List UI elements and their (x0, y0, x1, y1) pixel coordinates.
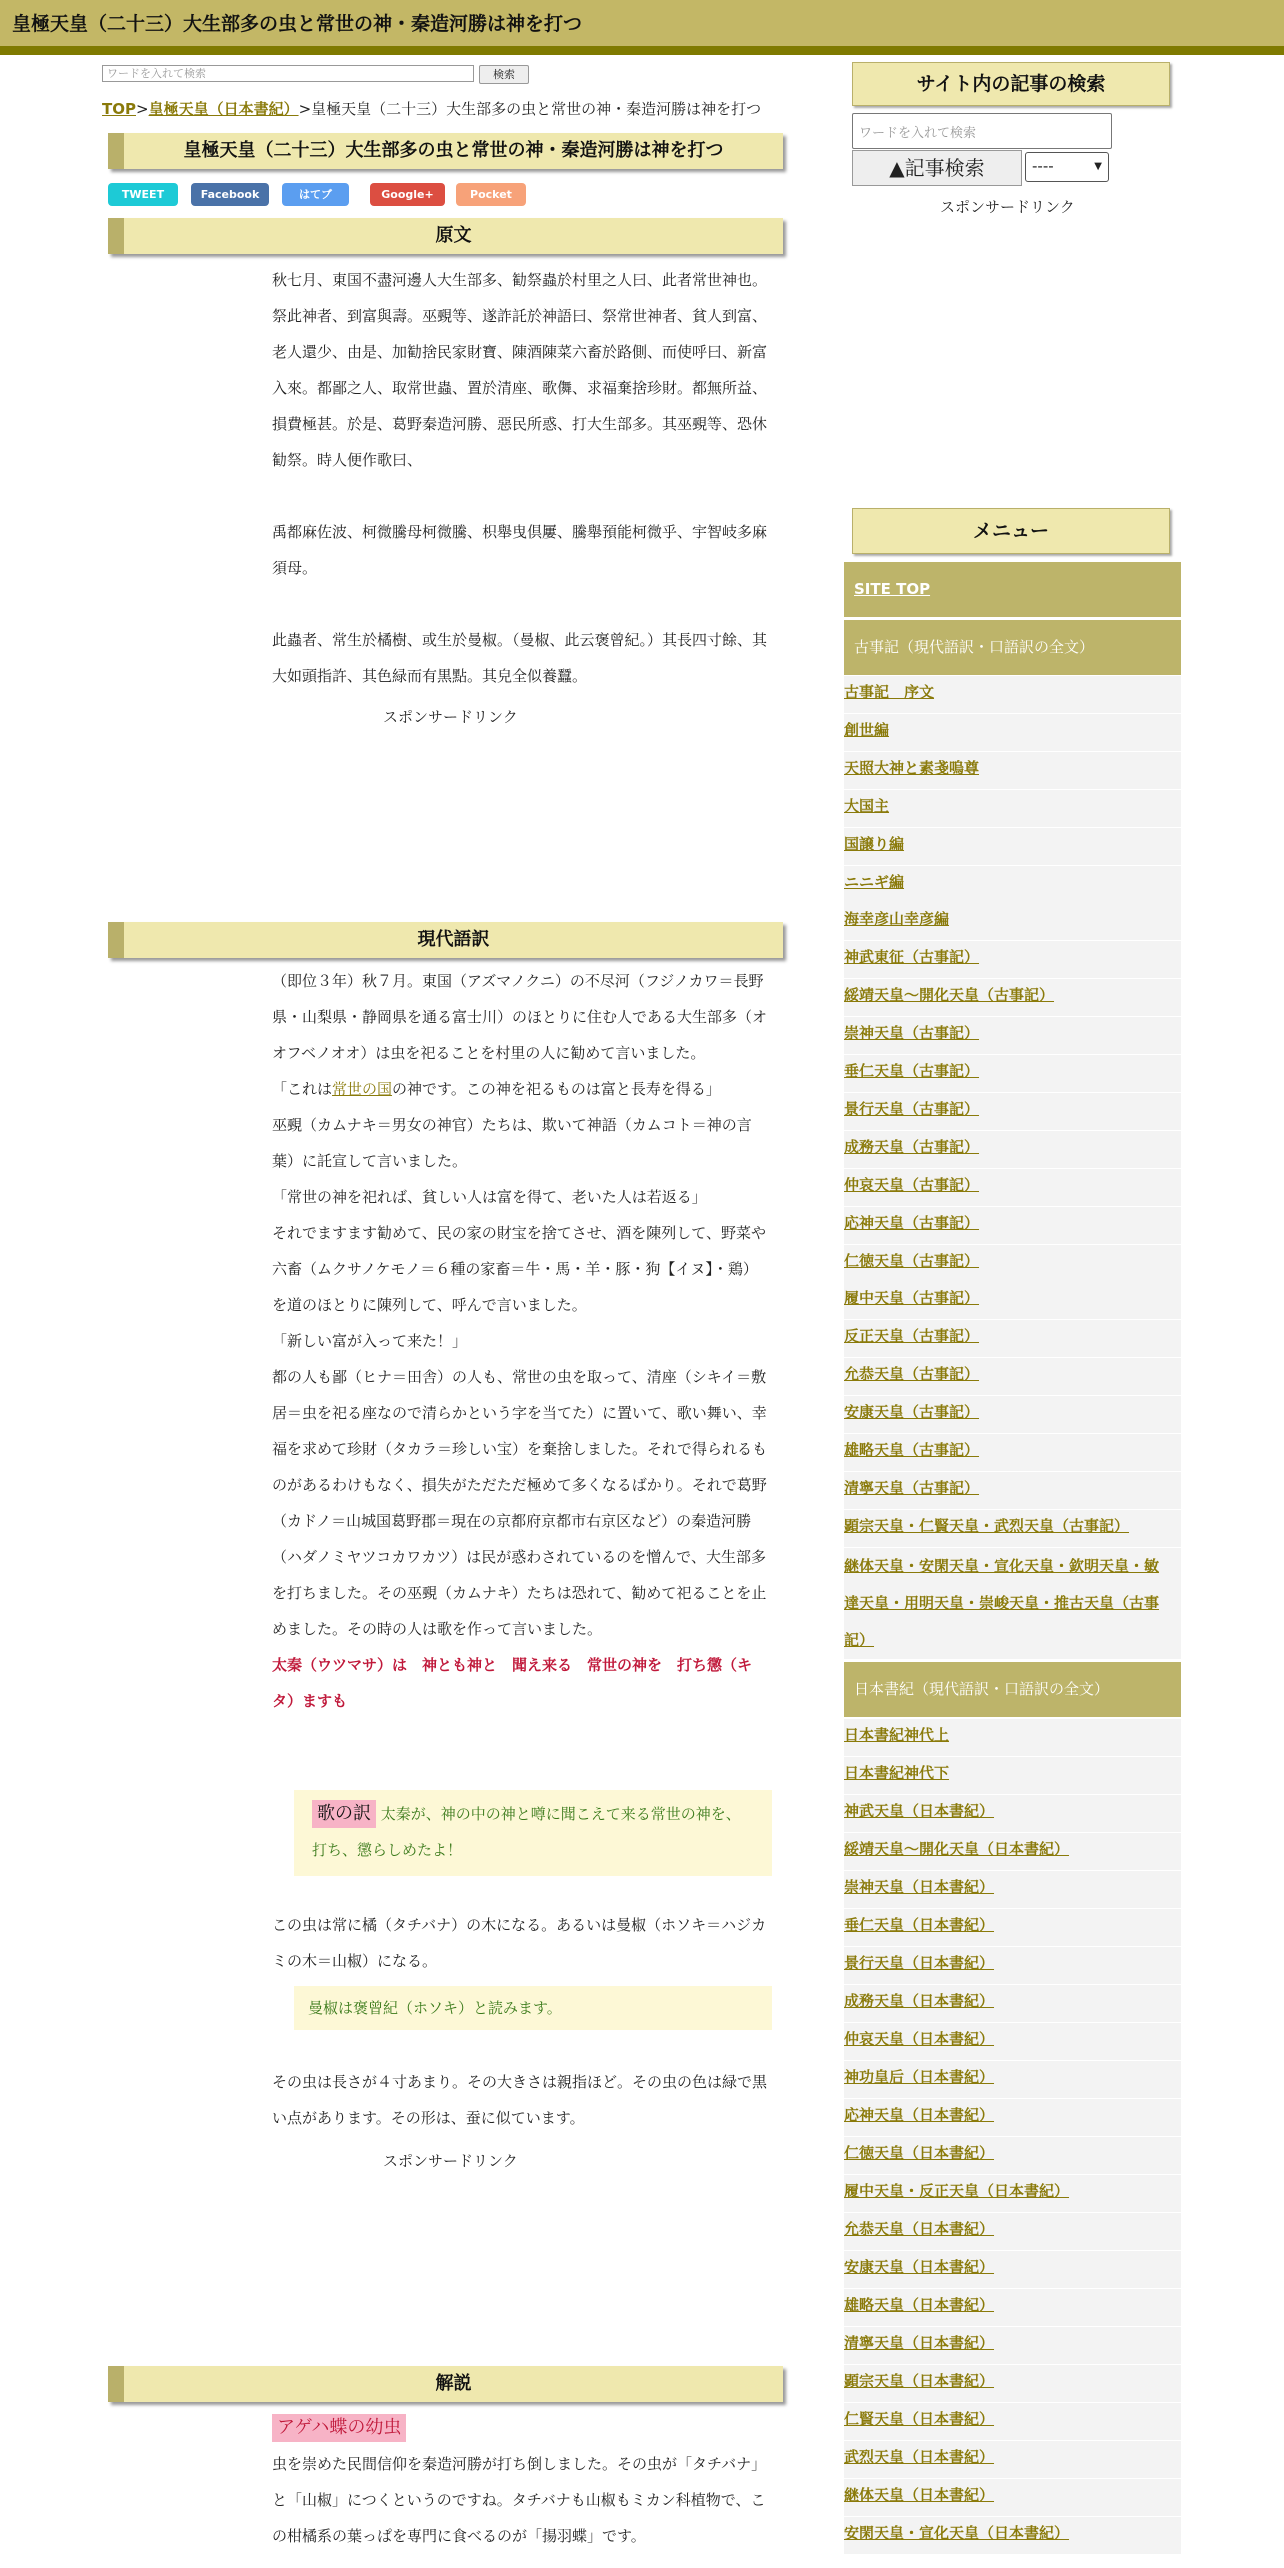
menu-item-link[interactable]: 崇神天皇（古事記） (844, 1024, 980, 1042)
share-button[interactable]: Google+ (370, 183, 445, 206)
menu-item-link[interactable]: 仁徳天皇（古事記） (844, 1252, 980, 1270)
menu-item-link[interactable]: 日本書紀神代上 (844, 1726, 950, 1744)
original-paragraph: 此蟲者、常生於橘樹、或生於曼椒。（曼椒、此云褒曾紀。）其長四寸餘、其大如頭指許、其色緑而有黒點。其皃全似養蠶。 (272, 631, 768, 685)
section-heading-original: 原文 (108, 218, 783, 254)
commentary-badge: アゲハ蝶の幼虫 (272, 2414, 406, 2442)
menu-item-link[interactable]: 履中天皇（古事記） (844, 1289, 980, 1307)
menu-item-link[interactable]: 成務天皇（古事記） (844, 1138, 980, 1156)
menu-item[interactable] (844, 2137, 1181, 2175)
menu-nihonshoki-header[interactable]: 日本書紀（現代語訳・口語訳の全文） (844, 1662, 1181, 1717)
poem-translation-text: 太秦が、神の中の神と噂に聞こえて来る常世の神を、打ち、懲らしめたよ！ (312, 1805, 741, 1859)
menu-item-link[interactable]: 仁徳天皇（日本書紀） (844, 2144, 995, 2162)
menu-item-link[interactable]: 海幸彦山幸彦編 (844, 910, 950, 928)
modern-text-span: の神です。この神を祀るものは富と長寿を得る」 (392, 1080, 721, 1098)
menu-item-link[interactable]: 綏靖天皇～開化天皇（日本書紀） (844, 1840, 1070, 1858)
sidebar-search-input[interactable]: ワードを入れて検索 (852, 113, 1112, 149)
share-button[interactable]: TWEET (108, 183, 178, 206)
menu-item-label: 達天皇・用明天皇・崇峻天皇・推古天皇（古事 (844, 1594, 1160, 1612)
menu-item[interactable] (844, 903, 1181, 941)
menu-item[interactable] (844, 2327, 1181, 2365)
menu-item[interactable] (844, 866, 1181, 904)
menu-item[interactable] (844, 1985, 1181, 2023)
menu-item[interactable] (844, 979, 1181, 1017)
menu-item[interactable] (844, 1396, 1181, 1434)
breadcrumb-current: 皇極天皇（二十三）大生部多の虫と常世の神・秦造河勝は神を打つ (311, 100, 762, 118)
menu-item[interactable] (844, 1909, 1181, 1947)
menu-item-link[interactable]: 景行天皇（古事記） (844, 1100, 980, 1118)
menu-item[interactable] (844, 1434, 1181, 1472)
menu-item-link[interactable]: 雄略天皇（日本書紀） (844, 2296, 995, 2314)
original-paragraph: 禹都麻佐波、柯微騰母柯微騰、枳舉曳倶屢、騰舉預能柯微乎、宇智岐多麻須母。 (272, 523, 768, 577)
breadcrumb-parent-link[interactable]: 皇極天皇（日本書紀） (148, 100, 299, 118)
menu-item-link[interactable]: 応神天皇（古事記） (844, 1214, 980, 1232)
menu-item-link[interactable]: 反正天皇（古事記） (844, 1327, 980, 1345)
menu-item[interactable] (844, 752, 1181, 790)
menu-item-link[interactable]: 允恭天皇（古事記） (844, 1365, 980, 1383)
menu-item-link[interactable]: 神武天皇（日本書紀） (844, 1802, 995, 1820)
menu-item[interactable] (844, 2213, 1181, 2251)
chevron-down-icon: ▼ (1094, 161, 1102, 172)
menu-item-link[interactable]: 日本書紀神代下 (844, 1764, 950, 1782)
reading-note: 曼椒は褒曾紀（ホソキ）と読みます。 (294, 1986, 772, 2030)
menu-item-link[interactable]: ニニギ編 (844, 873, 905, 891)
menu-item[interactable] (844, 2479, 1181, 2517)
menu-item-label: 継体天皇・安閑天皇・宣化天皇・欽明天皇・敏 (844, 1557, 1160, 1575)
article-title: 皇極天皇（二十三）大生部多の虫と常世の神・秦造河勝は神を打つ (108, 133, 783, 169)
menu-item[interactable] (844, 1055, 1181, 1093)
menu-item-link[interactable]: 大国主 (844, 797, 890, 815)
menu-item[interactable] (844, 2023, 1181, 2061)
menu-item[interactable] (844, 2251, 1181, 2289)
menu-item[interactable] (844, 2099, 1181, 2137)
menu-item[interactable] (844, 1757, 1181, 1795)
menu-item[interactable] (844, 714, 1181, 752)
menu-item-link[interactable]: 安康天皇（日本書紀） (844, 2258, 995, 2276)
poem-translation-note (294, 1790, 772, 1876)
breadcrumb-separator: > (298, 100, 312, 118)
menu-item[interactable] (844, 1093, 1181, 1131)
menu-item-link[interactable]: 崇神天皇（日本書紀） (844, 1878, 995, 1896)
modern-paragraph: 「常世の神を祀れば、貧しい人は富を得て、老いた人は若返る」 (272, 1188, 707, 1206)
menu-item[interactable] (844, 1833, 1181, 1871)
menu-item[interactable] (844, 1282, 1181, 1320)
sponsor-label: スポンサードリンク (383, 2152, 518, 2170)
menu-item-link[interactable]: 成務天皇（日本書紀） (844, 1992, 995, 2010)
menu-item-link[interactable]: 継体天皇（日本書紀） (844, 2486, 995, 2504)
menu-item[interactable] (844, 2365, 1181, 2403)
menu-item-link[interactable]: 綏靖天皇～開化天皇（古事記） (844, 986, 1055, 1004)
menu-item[interactable] (844, 2517, 1181, 2555)
menu-item-link[interactable]: 垂仁天皇（日本書紀） (844, 1916, 995, 1934)
sidebar-search-button[interactable]: ▲記事検索 (852, 150, 1022, 186)
modern-paragraph: それでますます勧めて、民の家の財宝を捨てさせ、酒を陳列して、野菜や六畜（ムクサノケモノ＝６種の家畜＝牛・馬・羊・豚・狗【イヌ】・鶏）を道のほとりに陳列して、呼んで言いました。 (272, 1224, 766, 1314)
menu-item-link[interactable]: 顕宗天皇（日本書紀） (844, 2372, 995, 2390)
menu-item[interactable] (844, 1131, 1181, 1169)
sidebar-select[interactable] (1025, 152, 1109, 182)
breadcrumb-separator: > (135, 100, 149, 118)
top-search-input[interactable]: ワードを入れて検索 (102, 65, 474, 82)
menu-item[interactable] (844, 1017, 1181, 1055)
share-button[interactable]: Facebook (191, 183, 269, 206)
modern-text-continued (272, 1907, 772, 1979)
menu-item-link[interactable]: 神武東征（古事記） (844, 948, 980, 966)
menu-item-link[interactable]: 雄略天皇（古事記） (844, 1441, 980, 1459)
menu-item[interactable] (844, 1510, 1181, 1548)
menu-item-link[interactable]: 景行天皇（日本書紀） (844, 1954, 995, 1972)
header-underline (0, 46, 1284, 55)
menu-item-link[interactable]: 履中天皇・反正天皇（日本書紀） (844, 2182, 1070, 2200)
menu-item-link[interactable] (844, 1557, 1159, 1649)
menu-item-link[interactable]: 垂仁天皇（古事記） (844, 1062, 980, 1080)
tokoyo-link[interactable]: 常世の国 (332, 1080, 393, 1098)
menu-item-link[interactable]: 天照大神と素戔嗚尊 (844, 759, 980, 777)
menu-item[interactable] (844, 790, 1181, 828)
original-text (272, 262, 772, 694)
menu-item-link[interactable]: 神功皇后（日本書紀） (844, 2068, 995, 2086)
modern-text-span: 「これは (272, 1080, 333, 1098)
menu-item[interactable] (844, 1871, 1181, 1909)
sidebar-search-title: サイト内の記事の検索 (852, 62, 1170, 106)
section-heading-commentary: 解説 (108, 2366, 783, 2402)
menu-item[interactable] (844, 1548, 1181, 1660)
menu-item[interactable] (844, 2441, 1181, 2479)
menu-item-link[interactable]: 応神天皇（日本書紀） (844, 2106, 995, 2124)
modern-paragraph: （即位３年）秋７月。東国（アズマノクニ）の不尽河（フジノカワ＝長野県・山梨県・静岡県を通る富士川）のほとりに住む人である大生部多（オオフベノオオ）は虫を祀ることを村里の人に勧めて言いました。 (272, 972, 768, 1062)
menu-item[interactable] (844, 2403, 1181, 2441)
menu-item-link[interactable]: 創世編 (844, 721, 890, 739)
modern-paragraph: その虫は長さが４寸あまり。その大きさは親指ほど。その虫の色は緑で黒い点があります。その形は、蚕に似ています。 (272, 2073, 768, 2127)
select-value: ---- (1032, 157, 1054, 175)
sponsor-label: スポンサードリンク (383, 708, 518, 726)
poem-translation-badge: 歌の訳 (312, 1800, 376, 1828)
menu-site-top[interactable] (844, 562, 1181, 617)
modern-text-continued (272, 2064, 772, 2136)
menu-item-link[interactable]: 仲哀天皇（古事記） (844, 1176, 980, 1194)
menu-item-link[interactable]: 仲哀天皇（日本書紀） (844, 2030, 995, 2048)
menu-item-link[interactable]: 清寧天皇（日本書紀） (844, 2334, 995, 2352)
menu-item-link[interactable]: 国譲り編 (844, 835, 905, 853)
menu-item[interactable] (844, 1719, 1181, 1757)
menu-item-link[interactable]: 古事記 序文 (844, 683, 935, 701)
modern-paragraph: 巫覡（カムナキ＝男女の神官）たちは、欺いて神語（カムコト＝神の言葉）に託宣して言いました。 (272, 1116, 752, 1170)
breadcrumb-top-link[interactable]: TOP (102, 100, 136, 118)
menu-item[interactable] (844, 676, 1181, 714)
sidebar-sponsor-label: スポンサードリンク (940, 198, 1075, 216)
breadcrumb (102, 98, 761, 119)
menu-item-link[interactable]: 安康天皇（古事記） (844, 1403, 980, 1421)
modern-paragraph (272, 1071, 772, 1107)
menu-item-link[interactable]: 仁賢天皇（日本書紀） (844, 2410, 995, 2428)
menu-item[interactable] (844, 2289, 1181, 2327)
modern-paragraph: 都の人も鄙（ヒナ＝田舎）の人も、常世の虫を取って、清座（シキイ＝敷居＝虫を祀る座なので清らかという字を当てた）に置いて、歌い舞い、幸福を求めて珍財（タカラ＝珍しい宝）を棄捨しました。それで得られるものがあるわけもなく、損失がただただ極めて多くなるばかり。それで葛野（カドノ＝山城国葛野郡＝現在の京都府京都市右京区など）の秦造河勝（ハダノミヤツコカワカツ）は民が惑わされているのを憎んで、大生部多を打ちました。その巫覡（カムナキ）たちは恐れて、勧めて祀ることを止めました。その時の人は歌を作って言いました。 (272, 1368, 768, 1638)
menu-item-link[interactable]: 顕宗天皇・仁賢天皇・武烈天皇（古事記） (844, 1517, 1130, 1535)
commentary-paragraph: 虫を崇めた民間信仰を秦造河勝が打ち倒しました。その虫が「タチバナ」と「山椒」につくというのですね。タチバナも山椒もミカン科植物で、この柑橘系の葉っぱを専門に食べるのが「揚羽蝶」です。 (272, 2455, 767, 2545)
top-search-button[interactable]: 検索 (479, 65, 529, 84)
menu-item-label: 記） (844, 1631, 875, 1649)
share-button[interactable]: Pocket (456, 183, 526, 206)
share-button[interactable]: はてブ (282, 183, 349, 206)
site-title: 皇極天皇（二十三）大生部多の虫と常世の神・秦造河勝は神を打つ (12, 13, 583, 35)
menu-item-link[interactable]: 允恭天皇（日本書紀） (844, 2220, 995, 2238)
menu-item[interactable] (844, 1358, 1181, 1396)
menu-item[interactable] (844, 2061, 1181, 2099)
menu-item[interactable] (844, 1472, 1181, 1510)
modern-text (272, 963, 772, 1719)
modern-paragraph: 「新しい富が入って来た！」 (272, 1332, 468, 1350)
menu-item-link[interactable]: 安閑天皇・宣化天皇（日本書紀） (844, 2524, 1070, 2542)
modern-paragraph: この虫は常に橘（タチバナ）の木になる。あるいは曼椒（ホソキ＝ハジカミの木＝山椒）になる。 (272, 1916, 767, 1970)
menu-item[interactable] (844, 1245, 1181, 1283)
menu-item[interactable] (844, 1207, 1181, 1245)
commentary-text (272, 2410, 772, 2554)
section-heading-modern: 現代語訳 (108, 922, 783, 958)
site-top-link[interactable]: SITE TOP (854, 580, 931, 598)
poem-text: 太秦（ウツマサ）は 神とも神と 聞え来る 常世の神を 打ち懲（キタ）ますも (272, 1656, 753, 1710)
menu-item[interactable] (844, 2175, 1181, 2213)
original-paragraph: 秋七月、東国不盡河邊人大生部多、勧祭蟲於村里之人曰、此者常世神也。祭此神者、到富與壽。巫覡等、遂詐託於神語曰、祭常世神者、貧人到富、老人還少、由是、加勧捨民家財寶、陳酒陳菜六畜於路側、而使呼曰、新富入來。都鄙之人、取常世蟲、置於清座、歌儛、求福棄捨珍財。都無所益、損費極甚。於是、葛野秦造河勝、惡民所惑、打大生部多。其巫覡等、恐休勧祭。時人便作歌曰、 (272, 271, 768, 469)
menu-item[interactable] (844, 1795, 1181, 1833)
menu-item-link[interactable]: 武烈天皇（日本書紀） (844, 2448, 995, 2466)
menu-item[interactable] (844, 941, 1181, 979)
menu-item[interactable] (844, 1947, 1181, 1985)
menu-item-link[interactable]: 清寧天皇（古事記） (844, 1479, 980, 1497)
menu-item[interactable] (844, 1320, 1181, 1358)
menu-kojiki-header[interactable]: 古事記（現代語訳・口語訳の全文） (844, 620, 1181, 675)
menu-item[interactable] (844, 1169, 1181, 1207)
sidebar-menu-title: メニュー (852, 508, 1170, 554)
menu-item[interactable] (844, 828, 1181, 866)
